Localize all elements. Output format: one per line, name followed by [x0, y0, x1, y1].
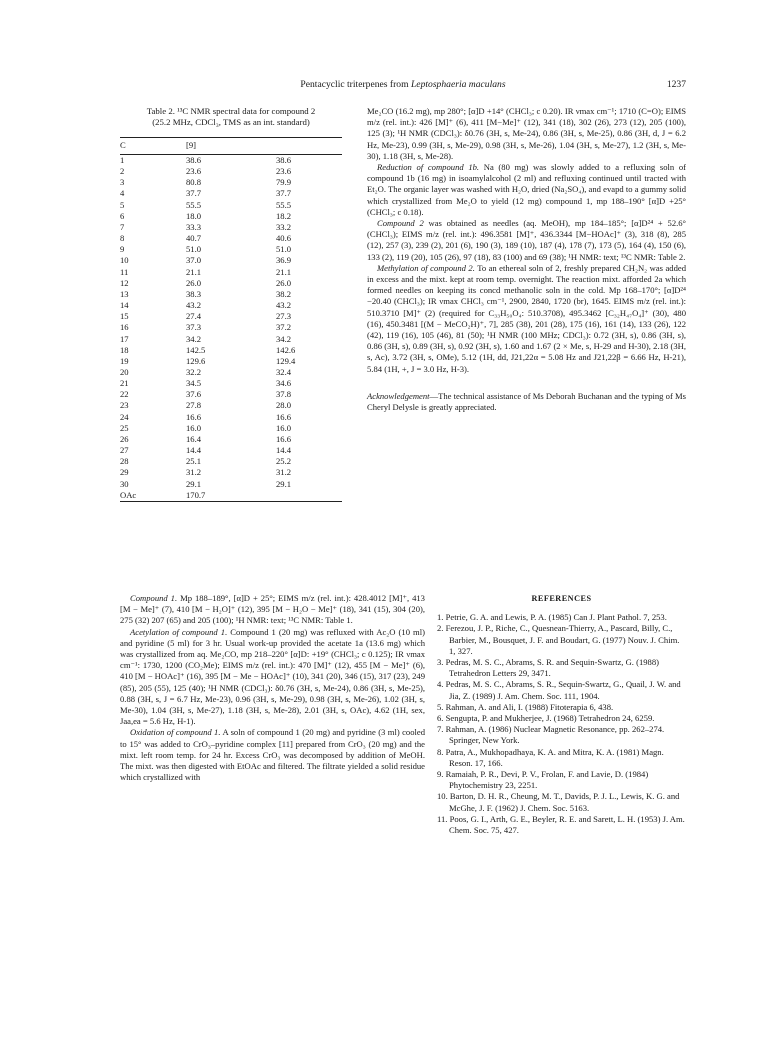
shift-compound: 40.6 — [276, 233, 292, 244]
table-row — [120, 434, 342, 445]
table-row — [120, 445, 342, 456]
carbon-number: 15 — [120, 311, 129, 322]
header-reference: [9] — [186, 137, 276, 154]
table-row — [120, 322, 342, 333]
shift-reference: 14.4 — [186, 445, 202, 456]
shift-reference: 38.3 — [186, 288, 202, 299]
carbon-number: 25 — [120, 422, 129, 433]
table-row — [120, 345, 342, 356]
table-row — [120, 378, 342, 389]
table-row — [120, 300, 342, 311]
nmr-data-table — [120, 137, 342, 502]
running-title: Pentacyclic triterpenes from Leptosphaeria maculans — [300, 79, 506, 90]
shift-compound — [276, 490, 342, 502]
shift-reference: 31.2 — [186, 467, 202, 478]
shift-compound: 18.2 — [276, 210, 292, 221]
carbon-number: 7 — [120, 221, 125, 232]
shift-reference: 25.1 — [186, 456, 202, 467]
shift-reference: 80.8 — [186, 177, 202, 188]
shift-compound: 37.8 — [276, 389, 292, 400]
table-row — [120, 244, 342, 255]
carbon-number: 17 — [120, 333, 129, 344]
carbon-number: 11 — [120, 266, 129, 277]
carbon-number: OAc — [120, 490, 186, 502]
reference-item: 3. Pedras, M. S. C., Abrams, S. R. and Sequin-Swartz, G. (1988) Tetrahedron Letters 29, 3471. — [437, 657, 659, 679]
shift-compound: 14.4 — [276, 445, 292, 456]
table-header-row — [120, 137, 342, 154]
reference-item: 7. Rahman, A. (1986) Nuclear Magnetic Resonance, pp. 262–274. Springer, New York. — [437, 724, 665, 746]
table-row — [120, 356, 342, 367]
shift-reference: 29.1 — [186, 478, 202, 489]
shift-compound: 51.0 — [276, 244, 292, 255]
carbon-number: 28 — [120, 456, 129, 467]
shift-reference: 38.6 — [186, 155, 202, 166]
running-header — [120, 79, 686, 93]
shift-compound: 31.2 — [276, 467, 292, 478]
header-compound — [276, 137, 342, 154]
shift-compound: 37.7 — [276, 188, 292, 199]
reference-item: 2. Ferezou, J. P., Riche, C., Quesnean-Thierry, A., Pascard, Billy, C., Barbier, M., Bousquet, J. F. and Boudart, G. (1977) Nouv. J. Chim. 1, 327. — [437, 623, 680, 656]
shift-reference: 18.0 — [186, 210, 202, 221]
header-carbon: C — [120, 137, 186, 154]
table-row — [120, 188, 342, 199]
shift-reference: 34.5 — [186, 378, 202, 389]
table-row — [120, 367, 342, 378]
table-row — [120, 311, 342, 322]
shift-compound: 16.0 — [276, 422, 292, 433]
subhead-methylation: Methylation of compound 2. — [377, 262, 475, 273]
carbon-number: 14 — [120, 300, 129, 311]
table-row — [120, 412, 342, 423]
shift-compound: 16.6 — [276, 433, 292, 444]
table-caption — [120, 106, 342, 129]
paragraph-acetylation: Acetylation of compound 1. Compound 1 (20 mg) was refluxed with Ac₂O (10 ml) and pyridine (5 ml) for 3 hr. Usual work-up provided the acetate 1a (13.6 mg) which was crystallized from aq. Me₂CO, mp 218–220° [α]D: +19° (CHCl₃; c 0.125); IR νmax cm⁻¹: 1730, 1200 (CO₂Me); EIMS m/z (rel. int.): 470 [M]⁺ (12), 455 [M − Me]⁺ (6), 410 [M − HOAc]⁺ (16), 395 [M − Me − HOAc]⁺ (10), 341 (20), 346 (15), 317 (23), 249 (85), 205 (55), 125 (40); ¹H NMR (CDCl₃): δ0.76 (3H, s, Me-24), 0.86 (3H, s, Me-25), 0.88 (3H, s, J = 6.7 Hz, Me-23), 0.96 (3H, s, Me-29), 0.98 (3H, s, Me-26), 1.02 (3H, s, Me-30), 1.04 (3H, s, Me-27), 1.18 (3H, s, Me-28), 2.01 (3H, s, OAc), 4.62 (1H, sex, Jaa,ea = 5.6 Hz, H-1). — [120, 626, 426, 727]
carbon-number: 20 — [120, 366, 129, 377]
carbon-number: 2 — [120, 166, 125, 177]
shift-compound: 34.2 — [276, 333, 292, 344]
reference-item: 1. Petrie, G. A. and Lewis, P. A. (1985) Can J. Plant Pathol. 7, 253. — [437, 612, 667, 623]
subhead-oxidation: Oxidation of compound 1. — [130, 727, 221, 738]
subhead-acetylation: Acetylation of compound 1. — [130, 626, 228, 637]
shift-compound: 129.4 — [276, 355, 296, 366]
paragraph-reduction: Reduction of compound 1b. Na (80 mg) was slowly added to a refluxing soln of compound 1b (16 mg) in isoamylalcohol (2 ml) and refluxing continued until tracted with Et₂O. The organic layer was washed with H₂O, dried (Na₂SO₄), and evapd to a gummy solid which crystallized from Me₂O to yield (12 mg) compound 1, mp 188–190° [α]D +25° (CHCl₃; c 0.18). — [367, 162, 687, 217]
carbon-number: 23 — [120, 400, 129, 411]
paragraph-compound-1b-data: Me₂CO (16.2 mg), mp 280°; [α]D +14° (CHCl₃; c 0.20). IR νmax cm⁻¹; 1710 (C=O); EIMS m/z (rel. int.): 426 [M]⁺ (6), 411 [M−Me]⁺ (12), 341 (18), 302 (26), 273 (12), 205 (100), 125 (3); ¹H NMR (CDCl₃): δ0.76 (3H, s, Me-24), 0.86 (3H, s, Me-25), 0.86 (3H, d, J = 6.2 Hz, Me-23), 0.99 (3H, s, Me-29), 0.98 (3H, s, Me-26), 1.04 (3H, s, Me-27), 1.2 (3H, s, Me-30), 1.18 (3H, s, Me-28). — [367, 106, 686, 161]
paragraph-compound-2: Compound 2 was obtained as needles (aq. MeOH), mp 184–185°; [α]D²⁴ + 52.6° (CHCl₃); EIMS m/z (rel. int.): 496.3581 [M]⁺, 436.3344 [M−HOAc]⁺ (3), 318 (8), 285 (12), 257 (3), 239 (2), 201 (6), 190 (3), 189 (10), 187 (4), 178 (7), 173 (5), 164 (4), 150 (6), 133 (2), 119 (20), 105 (26), 97 (18), 83 (100) and 69 (38); ¹H NMR: text; ¹³C NMR: Table 2. — [367, 218, 686, 262]
reference-item: 9. Ramaiah, P. R., Devi, P. V., Frolan, F. and Lavie, D. (1984) Phytochemistry 23, 2251. — [437, 769, 649, 791]
carbon-number: 5 — [120, 199, 125, 210]
table-row — [120, 278, 342, 289]
shift-reference: 170.7 — [186, 490, 276, 502]
reference-item: 11. Poos, G. I., Arth, G. E., Beyler, R. E. and Sarett, L. H. (1953) J. Am. Chem. Soc. 75, 427. — [437, 813, 685, 836]
carbon-number: 12 — [120, 277, 129, 288]
carbon-number: 16 — [120, 322, 129, 333]
table-row — [120, 389, 342, 400]
shift-compound: 29.1 — [276, 478, 292, 489]
carbon-number: 19 — [120, 355, 129, 366]
shift-reference: 32.2 — [186, 366, 202, 377]
table-row — [120, 423, 342, 434]
shift-reference: 129.6 — [186, 355, 206, 366]
references-heading: REFERENCES — [531, 594, 592, 603]
shift-reference: 51.0 — [186, 244, 202, 255]
table-row — [120, 334, 342, 345]
shift-compound: 23.6 — [276, 166, 292, 177]
shift-reference: 37.6 — [186, 389, 202, 400]
shift-compound: 79.9 — [276, 177, 292, 188]
shift-compound: 43.2 — [276, 300, 292, 311]
table-row — [120, 233, 342, 244]
shift-reference: 21.1 — [186, 266, 202, 277]
carbon-number: 29 — [120, 467, 129, 478]
reference-item: 8. Patra, A., Mukhopadhaya, K. A. and Mitra, K. A. (1981) Magn. Reson. 17, 166. — [437, 746, 664, 768]
carbon-number: 13 — [120, 288, 129, 299]
carbon-number: 27 — [120, 445, 129, 456]
table-row — [120, 490, 342, 502]
carbon-number: 3 — [120, 177, 125, 188]
acknowledgement: Acknowledgement—The technical assistance of Ms Deborah Buchanan and the typing of Ms Cheryl Delysle is greatly appreciated. — [367, 390, 686, 413]
shift-compound: 55.5 — [276, 199, 292, 210]
shift-reference: 142.5 — [186, 344, 206, 355]
carbon-number: 30 — [120, 478, 129, 489]
shift-compound: 37.2 — [276, 322, 292, 333]
shift-compound: 34.6 — [276, 378, 292, 389]
caption-line-1: Table 2. ¹³C NMR spectral data for compound 2 — [146, 106, 316, 116]
shift-reference: 37.7 — [186, 188, 202, 199]
carbon-number: 8 — [120, 233, 125, 244]
table-row — [120, 222, 342, 233]
carbon-number: 6 — [120, 210, 125, 221]
table-row — [120, 255, 342, 266]
carbon-number: 9 — [120, 244, 125, 255]
shift-reference: 23.6 — [186, 166, 202, 177]
carbon-number: 21 — [120, 378, 129, 389]
shift-reference: 27.8 — [186, 400, 202, 411]
shift-reference: 16.6 — [186, 411, 202, 422]
carbon-number: 10 — [120, 255, 129, 266]
shift-reference: 16.4 — [186, 433, 202, 444]
right-column — [367, 106, 686, 413]
table-2-block — [120, 106, 342, 502]
table-row — [120, 479, 342, 490]
table-row — [120, 456, 342, 467]
table-row — [120, 400, 342, 411]
reference-list — [437, 612, 686, 836]
shift-compound: 21.1 — [276, 266, 292, 277]
lower-left-column — [120, 593, 425, 783]
shift-compound: 25.2 — [276, 456, 292, 467]
paragraph-oxidation: Oxidation of compound 1. A soln of compound 1 (20 mg) and pyridine (3 ml) cooled to 15° was added to CrO₃–pyridine complex [11] prepared from CrO₃ (20 mg) and the mixt. left room temp. for 24 hr. Excess CrO₃ was decomposed by addition of MeOH. The mixt. was then digested with EtOAc and filtered. The filtrate yielded a solid residue which crystallized with — [120, 727, 425, 783]
shift-compound: 36.9 — [276, 255, 292, 266]
paragraph-compound-1: Compound 1. Mp 188–189°, [α]D + 25°; EIMS m/z (rel. int.): 428.4012 [M]⁺, 413 [M − Me]⁺ (7), 410 [M − H₂O]⁺ (12), 395 [M − H₂O − Me]⁺ (18), 341 (15), 304 (20), 275 (32) 207 (65) and 205 (100); ¹H NMR: text; ¹³C NMR: Table 1. — [120, 593, 425, 626]
shift-reference: 33.3 — [186, 221, 202, 232]
paragraph-methylation: Methylation of compound 2. To an ethereal soln of 2, freshly prepared CH₂N₂ was added in excess and the mixt. kept at room temp. overnight. The reaction mixt. afforded 2a which formed needles on keeping its concd methanolic soln in the cold. Mp 168–170°; [α]D²⁴ −20.40 (CHCl₃); IR νmax CHCl₃ cm⁻¹, 2900, 2840, 1720 (br), 1645. EIMS m/z (rel. int.): 510.3710 [M]⁺ (2) (required for C₃₃H₅₀O₄: 510.3708), 495.3462 [C₃₂H₄₇O₄]⁺ (30), 480 (16), 450.3481 [(M − MeCO₂H)⁺, 7], 285 (38), 201 (28), 175 (16), 161 (14), 133 (26), 122 (42), 119 (16), 105 (46), 81 (50); ¹H NMR (100 MHz; CDCl₃): 0.72 (3H, s), 0.86 (3H, s), 0.86 (3H, s), 0.89 (3H, s), 0.92 (3H, s), 1.60 and 1.67 (2 × Me, s, H-29 and H-30), 2.18 (3H, s, Ac), 3.72 (3H, s, OMe), 5.12 (1H, dd, J21,22α = 5.08 Hz and J21,22β = 6.66 Hz, H-21), 5.84 (1H, +, J = 3.0 Hz, H-3). — [367, 262, 686, 374]
carbon-number: 4 — [120, 188, 125, 199]
table-row — [120, 267, 342, 278]
table-row — [120, 200, 342, 211]
table-row — [120, 211, 342, 222]
shift-reference: 26.0 — [186, 277, 202, 288]
shift-compound: 33.2 — [276, 221, 292, 232]
reference-item: 4. Pedras, M. S. C., Abrams, S. R., Sequin-Swartz, G., Quail, J. W. and Jia, Z. (1989) J. Am. Chem. Soc. 111, 1904. — [437, 679, 681, 701]
shift-reference: 40.7 — [186, 233, 202, 244]
carbon-number: 26 — [120, 433, 129, 444]
subhead-compound-2: Compound 2 — [377, 218, 424, 229]
caption-line-2: (25.2 MHz, CDCl₃, TMS as an int. standard) — [152, 117, 310, 128]
shift-reference: 27.4 — [186, 311, 202, 322]
table-row — [120, 166, 342, 177]
subhead-reduction: Reduction of compound 1b. — [377, 162, 480, 173]
shift-reference: 34.2 — [186, 333, 202, 344]
carbon-number: 24 — [120, 411, 129, 422]
shift-reference: 37.0 — [186, 255, 202, 266]
shift-compound: 16.6 — [276, 411, 292, 422]
table-row — [120, 177, 342, 188]
shift-compound: 26.0 — [276, 277, 292, 288]
shift-compound: 38.2 — [276, 288, 292, 299]
shift-compound: 32.4 — [276, 366, 292, 377]
shift-reference: 55.5 — [186, 199, 202, 210]
carbon-number: 18 — [120, 344, 129, 355]
page-number: 1237 — [666, 79, 686, 90]
references-section — [437, 593, 686, 836]
shift-reference: 37.3 — [186, 322, 202, 333]
shift-reference: 43.2 — [186, 300, 202, 311]
reference-item: 5. Rahman, A. and Ali, I. (1988) Fitoterapia 6, 438. — [437, 701, 614, 712]
table-row — [120, 467, 342, 478]
table-row — [120, 155, 342, 167]
shift-compound: 28.0 — [276, 400, 292, 411]
table-row — [120, 289, 342, 300]
shift-reference: 16.0 — [186, 422, 202, 433]
carbon-number: 1 — [120, 155, 125, 166]
acknowledgement-head: Acknowledgement — [367, 390, 430, 401]
carbon-number: 22 — [120, 389, 129, 400]
reference-item: 6. Sengupta, P. and Mukherjee, J. (1968) Tetrahedron 24, 6259. — [437, 713, 655, 724]
reference-item: 10. Barton, D. H. R., Cheung, M. T., Davids, P. J. L., Lewis, K. G. and McGhe, J. F. (1962) J. Chem. Soc. 5163. — [437, 791, 680, 813]
subhead-compound-1: Compound 1. — [130, 593, 178, 603]
shift-compound: 38.6 — [276, 155, 292, 166]
shift-compound: 27.3 — [276, 311, 292, 322]
shift-compound: 142.6 — [276, 344, 296, 355]
